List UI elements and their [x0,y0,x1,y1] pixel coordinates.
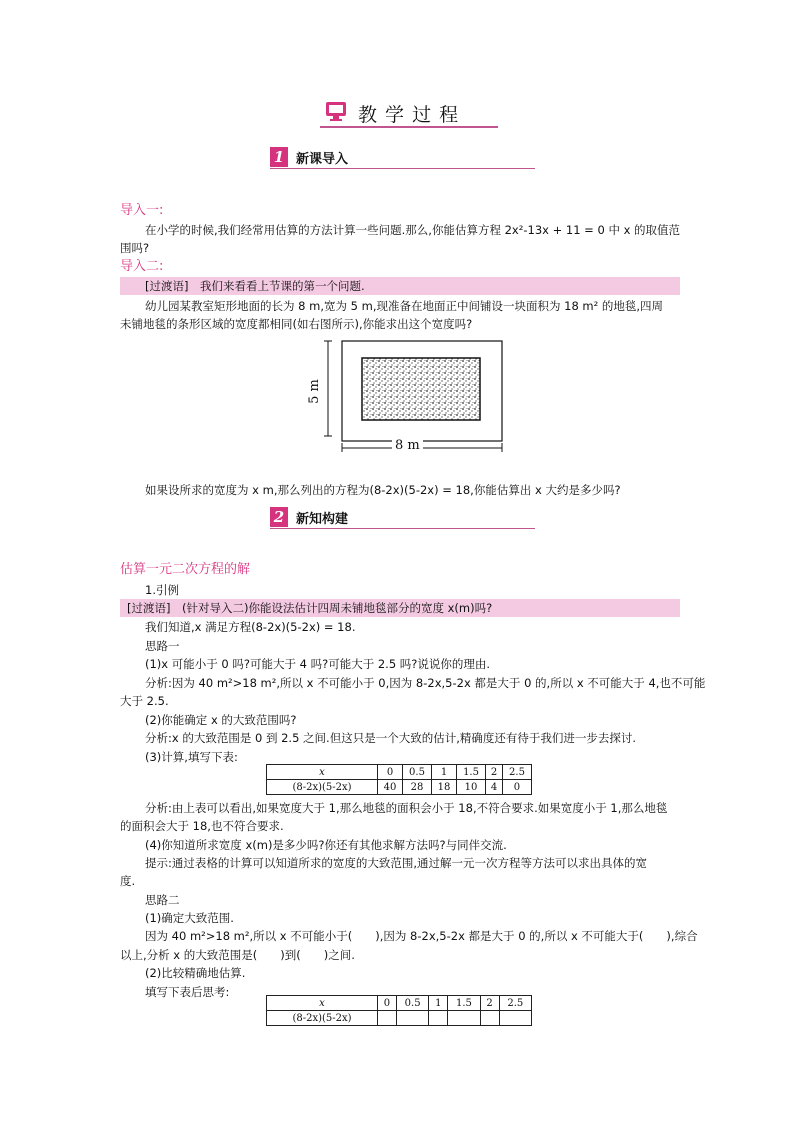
table-cell: 2 [480,996,499,1011]
table-cell [480,1011,499,1026]
table-cell: 1 [432,765,457,780]
table-cell: (8-2x)(5-2x) [267,780,378,795]
text-line: (2)比较精确地估算. [145,966,246,980]
text-line: 的面积会大于 18,也不符合要求. [120,819,284,833]
table-cell [448,1011,480,1026]
intro1-text-cont: 围吗? [120,241,150,255]
table-cell: 28 [403,780,432,795]
table-cell: 0.5 [403,765,432,780]
section-title: 新知构建 [296,511,349,527]
table-cell: 0 [378,765,403,780]
intro1-text: 在小学的时候,我们经常用估算的方法计算一些问题.那么,你能估算方程 2x²-13x + 11 = 0 中 x 的取值范 [145,223,681,237]
table-cell [429,1011,448,1026]
table-row [267,780,532,795]
section-divider [270,168,535,169]
table-cell [378,1011,397,1026]
data-table-2 [266,995,532,1026]
width-label: 8 m [392,438,423,453]
table-cell: 2.5 [499,996,531,1011]
text-line: 以上,分析 x 的大致范围是( )到( )之间. [120,948,355,962]
section-heading-1 [270,147,348,167]
table-cell: 1 [429,996,448,1011]
intro1-label: 导入一: [120,203,164,218]
height-label: 5 m [306,379,322,404]
text-line: 分析:由上表可以看出,如果宽度大于 1,那么地毯的面积会小于 18,不符合要求.如果宽度小于 1,那么地毯 [145,801,668,815]
intro2-text: 幼儿园某教室矩形地面的长为 8 m,宽为 5 m,现准备在地面正中间铺设一块面积为 18 m² 的地毯,四周 [145,299,664,313]
monitor-icon [325,100,347,122]
text-line: 思路二 [145,893,180,907]
text-line: (3)计算,填写下表: [145,750,238,764]
table-cell: 4 [486,780,503,795]
table-cell: 0 [378,996,397,1011]
transition-text: [过渡语] 我们来看看上节课的第一个问题. [145,279,365,293]
table-cell [396,1011,428,1026]
intro2-label: 导入二: [120,259,164,274]
text-line: (2)你能确定 x 的大致范围吗? [145,713,297,727]
table-row [267,765,532,780]
intro2-text-cont: 未铺地毯的条形区域的宽度都相同(如右图所示),你能求出这个宽度吗? [120,317,473,331]
text-line: 分析:x 的大致范围是 0 到 2.5 之间.但这只是一个大致的估计,精确度还有待于我们进一步去探讨. [145,731,637,745]
table-cell: 18 [432,780,457,795]
table-cell: 2.5 [502,765,531,780]
header-underline [320,126,498,128]
table-cell: (8-2x)(5-2x) [267,1011,378,1026]
transition-text: [过渡语] (针对导入二)你能设法估计四周未铺地毯部分的宽度 x(m)吗? [127,601,493,615]
section-number-badge: 1 [270,147,288,167]
section-number-badge: 2 [270,507,288,527]
text-line: 大于 2.5. [120,694,169,708]
section-title: 新课导入 [296,151,349,167]
data-table-1 [266,764,532,795]
section-divider [270,528,535,529]
topic-title: 估算一元二次方程的解 [120,562,251,577]
table-cell: 1.5 [457,765,486,780]
table-cell: x [267,996,378,1011]
text-line: (1)确定大致范围. [145,911,234,925]
table-cell: 1.5 [448,996,480,1011]
table-cell: 0.5 [396,996,428,1011]
text-line: 填写下表后思考: [145,985,230,999]
text-line: (4)你知道所求宽度 x(m)是多少吗?你还有其他求解方法吗?与同伴交流. [145,838,507,852]
table-row [267,996,532,1011]
table-cell: 10 [457,780,486,795]
table-cell [499,1011,531,1026]
text-line: 提示:通过表格的计算可以知道所求的宽度的大致范围,通过解一元一次方程等方法可以求出具体的宽 [145,856,648,870]
page-title: 教 学 过 程 [358,104,460,126]
text-line: 我们知道,x 满足方程(8-2x)(5-2x) = 18. [145,620,356,634]
table-cell: 0 [502,780,531,795]
table-cell: x [267,765,378,780]
text-line: 思路一 [145,639,180,653]
text-line: (1)x 可能小于 0 吗?可能大于 4 吗?可能大于 2.5 吗?说说你的理由. [145,657,491,671]
text-line: 分析:因为 40 m²>18 m²,所以 x 不可能小于 0,因为 8-2x,5-2x 都是大于 0 的,所以 x 不可能大于 4,也不可能 [145,676,706,690]
text-line: 1.引例 [145,583,179,597]
table-cell: 2 [486,765,503,780]
section-heading-2 [270,507,348,527]
text-line: 度. [120,874,136,888]
text-line: 因为 40 m²>18 m²,所以 x 不可能小于( ),因为 8-2x,5-2x 都是大于 0 的,所以 x 不可能大于( ),综合 [145,929,698,943]
intro2-question: 如果设所求的宽度为 x m,那么列出的方程为(8-2x)(5-2x) = 18,你能估算出 x 大约是多少吗? [145,483,621,497]
table-row [267,1011,532,1026]
table-cell: 40 [378,780,403,795]
